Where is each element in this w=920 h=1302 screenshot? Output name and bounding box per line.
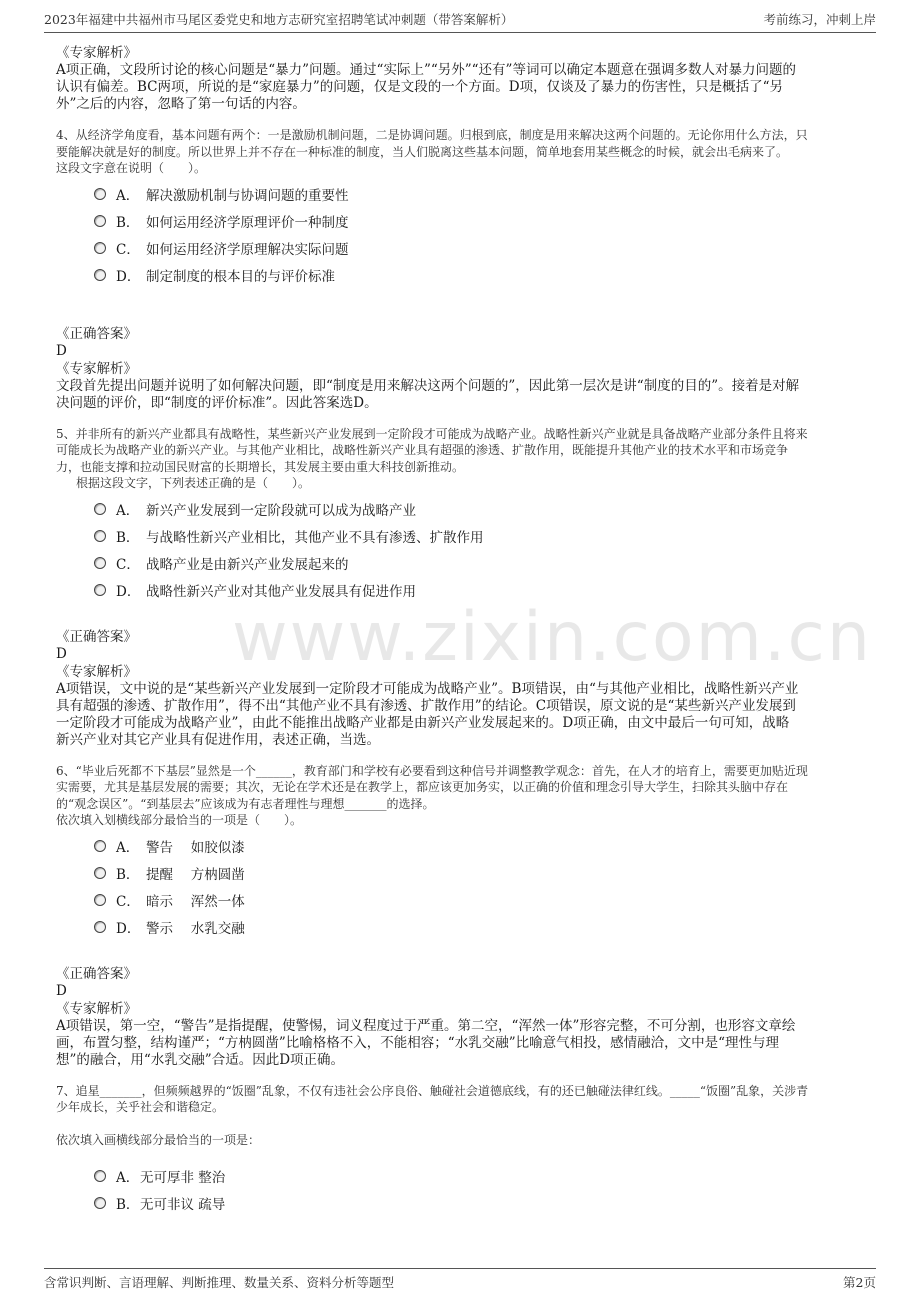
q4-explanation: 文段首先提出问题并说明了如何解决问题，即“制度是用来解决这两个问题的”，因此第一层次是讲“制度的目的”。接着是对解 决问题的评价，即“制度的评价标准”。因此答案选D。: [56, 377, 800, 411]
q4-option-b[interactable]: B． 如何运用经济学原理评价一种制度: [94, 208, 878, 235]
radio-icon[interactable]: [94, 557, 106, 569]
radio-icon[interactable]: [94, 215, 106, 227]
q5-option-a[interactable]: A． 新兴产业发展到一定阶段就可以成为战略产业: [94, 496, 878, 523]
page-footer: [44, 1268, 876, 1291]
q5-explanation: A项错误，文中说的是“某些新兴产业发展到一定阶段才可能成为战略产业”。B项错误，由“与其他产业相比，战略性新兴产业 具有超强的渗透、扩散作用”，得不出“其他产业不具有渗透、扩散作用”的结论。C项错误，原文说的是“某些新兴产业发展到 一定阶段才可能成为战略产业”，由此不能推出战略产业都是由新兴产业发展起来的。D项正确，由文中最后一句可知，战略 新兴产业对其它产业具有促进作用，表述正确，当选。: [56, 680, 799, 748]
q4-option-d[interactable]: D． 制定制度的根本目的与评价标准: [94, 262, 878, 289]
q6-prompt: 依次填入划横线部分最恰当的一项是（ ）。: [56, 813, 303, 827]
radio-icon[interactable]: [94, 840, 106, 852]
q6-explanation: A项错误，第一空，“警告”是指提醒，使警惕，词义程度过于严重。第二空，“浑然一体”形容完整，不可分割，也形容文章绘 画，布置匀整，结构谨严；“方枘圆凿”比喻格格不入，不能相容；“水乳交融”比喻意气相投，感情融洽，文中是“理性与理 想”的融合，用“水乳交融”合适。因此D项正确。: [56, 1017, 796, 1068]
q6-option-d[interactable]: D． 警示 水乳交融: [94, 914, 878, 941]
radio-icon[interactable]: [94, 503, 106, 515]
question-7-stem: 7、追星_______，但频频越界的“饭圈”乱象，不仅有违社会公序良俗、触碰社会道德底线，有的还已触碰法律红线。_____“饭圈”乱象，关涉青 少年成长，关乎社会和谐稳定。: [56, 1083, 809, 1114]
q7-prompt: 依次填入画横线部分最恰当的一项是：: [56, 1132, 261, 1147]
question-4-stem: 4、从经济学角度看，基本问题有两个：一是激励机制问题，二是协调问题。归根到底，制度是用来解决这两个问题的。无论你用什么方法，只 要能解决就是好的制度。所以世界上并不存在一种标准的制度，当人们脱离这些基本问题，简单地套用某些概念的时候，就会出毛病来了。 这段文字意在说明（ ）。: [56, 128, 808, 175]
q7-option-a[interactable]: A． 无可厚非 整治: [94, 1162, 878, 1189]
radio-icon[interactable]: [94, 1170, 106, 1182]
correct-answer-label: 《正确答案》: [56, 325, 137, 342]
footer-description: 含常识判断、言语理解、判断推理、数量关系、资料分析等题型: [44, 1275, 395, 1290]
expert-label: 《专家解析》: [56, 663, 137, 680]
page-header: [44, 10, 876, 33]
radio-icon[interactable]: [94, 584, 106, 596]
q5-option-c[interactable]: C． 战略产业是由新兴产业发展起来的: [94, 550, 878, 577]
radio-icon[interactable]: [94, 269, 106, 281]
expert-label: 《专家解析》: [56, 360, 137, 377]
expert-label: 《专家解析》: [56, 1000, 137, 1017]
correct-answer-label: 《正确答案》: [56, 628, 137, 645]
expert-label: 《专家解析》: [56, 45, 137, 61]
content: [56, 44, 878, 1216]
watermark: www.zixin.com.cn: [232, 598, 872, 677]
q4-option-c[interactable]: C． 如何运用经济学原理解决实际问题: [94, 235, 878, 262]
explanation-block0: A项正确，文段所讨论的核心问题是“暴力”问题。通过“实际上”“另外”“还有”等词可以确定本题意在强调多数人对暴力问题的 认识有偏差。BC两项，所说的是“家庭暴力”的问题，仅是文段的一个方面。D项，仅谈及了暴力的伤害性，只是概括了“另 外”之后的内容，忽略了第一句话的内容。: [56, 62, 796, 112]
page-number: 第2页: [843, 1275, 876, 1290]
header-title: 2023年福建中共福州市马尾区委党史和地方志研究室招聘笔试冲刺题（带答案解析）: [44, 12, 514, 27]
radio-icon[interactable]: [94, 1197, 106, 1209]
header-slogan: 考前练习，冲刺上岸: [763, 12, 876, 27]
radio-icon[interactable]: [94, 867, 106, 879]
question-5-stem: 5、并非所有的新兴产业都具有战略性，某些新兴产业发展到一定阶段才可能成为战略产业。战略性新兴产业就是具备战略产业部分条件且将来 可能成长为战略产业的新兴产业。与其他产业相比，战略性新兴产业具有超强的渗透、扩散作用，既能提升其他产业的技术水平和市场竞争 力，也能支撑和拉动国民财富的长期增长，其发展主要由重大科技创新推动。: [56, 426, 808, 474]
radio-icon[interactable]: [94, 530, 106, 542]
radio-icon[interactable]: [94, 894, 106, 906]
q6-option-b[interactable]: B． 提醒 方枘圆凿: [94, 860, 878, 887]
radio-icon[interactable]: [94, 242, 106, 254]
q6-option-c[interactable]: C． 暗示 浑然一体: [94, 887, 878, 914]
q5-prompt: 根据这段文字，下列表述正确的是（ ）。: [76, 476, 311, 490]
q5-answer: D: [56, 645, 67, 662]
q5-option-d[interactable]: D． 战略性新兴产业对其他产业发展具有促进作用: [94, 577, 878, 604]
q6-answer: D: [56, 982, 67, 999]
q6-option-a[interactable]: A． 警告 如胶似漆: [94, 833, 878, 860]
q7-option-b[interactable]: B． 无可非议 疏导: [94, 1189, 878, 1216]
radio-icon[interactable]: [94, 188, 106, 200]
radio-icon[interactable]: [94, 921, 106, 933]
q5-option-b[interactable]: B． 与战略性新兴产业相比，其他产业不具有渗透、扩散作用: [94, 523, 878, 550]
q4-option-a[interactable]: A． 解决激励机制与协调问题的重要性: [94, 181, 878, 208]
correct-answer-label: 《正确答案》: [56, 965, 137, 982]
question-6-stem: 6、“毕业后死都不下基层”显然是一个______，教育部门和学校有必要看到这种信号并调整教学观念：首先，在人才的培育上，需要更加贴近现 实需要，尤其是基层发展的需要；其次，无论在学术还是在教学上，都应该更加务实，以正确的价值和理念引导大学生，扫除其头脑中存在 的“观念误区”。“到基层去”应该成为有志者理性与理想_______的选择。: [56, 763, 808, 811]
q4-answer: D: [56, 342, 67, 359]
